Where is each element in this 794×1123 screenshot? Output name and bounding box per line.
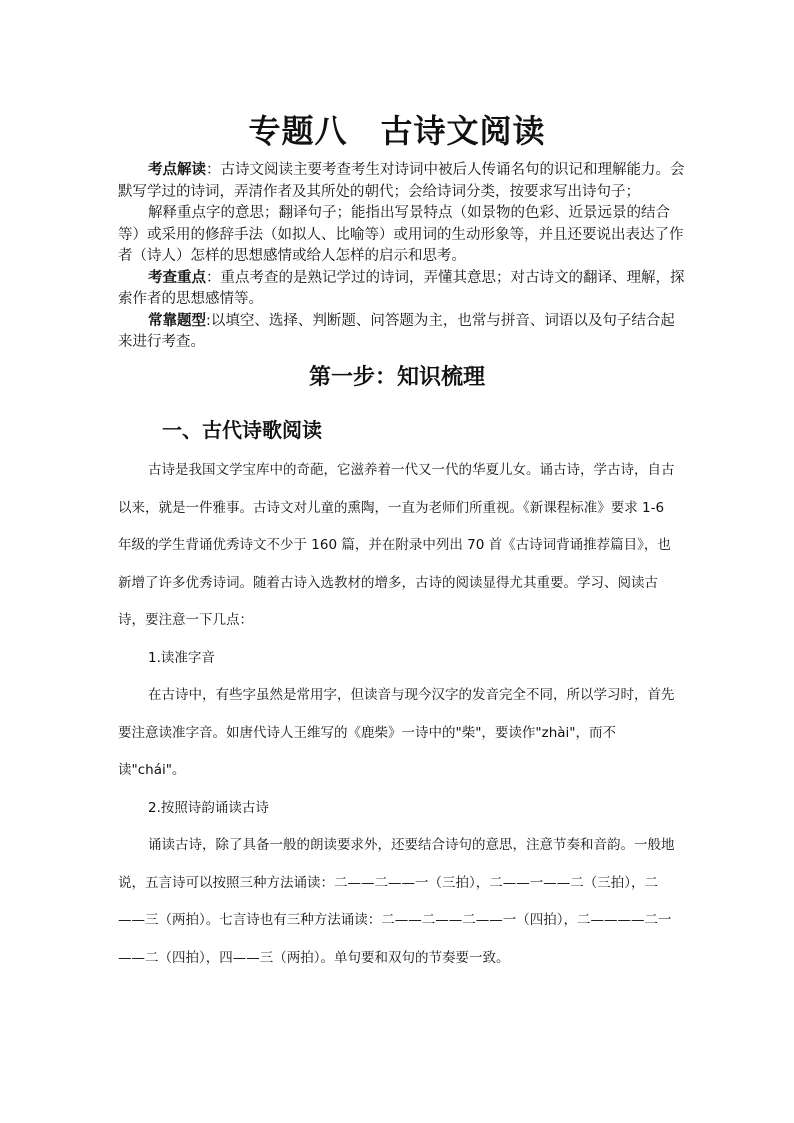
item1-text: 在古诗中，有些字虽然是常用字，但读音与现今汉字的发音完全不同，所以学习时，首先要注意读准字音。如唐代诗人王维写的《鹿柴》一诗中的"柴"，要读作"zhài"，而不读"chái"。 xyxy=(118,687,675,778)
kaocha-paragraph xyxy=(118,268,688,311)
jieshi-paragraph: 解释重点字的意思；翻译句子；能指出写景特点（如景物的色彩、近景远景的结合等）或采用的修辞手法（如拟人、比喻等）或用词的生动形象等，并且还要说出表达了作者（诗人）怎样的思想感情或给人怎样的启示和思考。 xyxy=(118,205,684,264)
section-heading: 一、古代诗歌阅读 xyxy=(162,418,322,442)
kaocha-label: 考查重点 xyxy=(148,269,206,286)
item2-text: 诵读古诗，除了具备一般的朗读要求外，还要结合诗句的意思，注意节奏和音韵。一般地说，五言诗可以按照三种方法诵读：二——二——一（三拍），二——一——二（三拍），二——三（两拍）。七言诗也有三种方法诵读：二——二——二——一（四拍），二————二一——二（四拍），四——三（两拍）。单句要和双句的节奏要一致。 xyxy=(118,837,675,966)
changkao-label: 常靠题型 xyxy=(148,312,206,329)
kaodian-label: 考点解读 xyxy=(148,162,206,178)
kaodian-text: ：古诗文阅读主要考查考生对诗词中被后人传诵名句的识记和理解能力。会默写学过的诗词，弄清作者及其所处的朝代；会给诗词分类，按要求写出诗句子； xyxy=(118,162,685,200)
item2-title: 2.按照诗韵诵读古诗 xyxy=(148,799,269,816)
intro-block xyxy=(118,160,688,354)
step-heading: 第一步：知识梳理 xyxy=(308,365,485,390)
kaocha-text: ：重点考查的是熟记学过的诗词，弄懂其意思；对古诗文的翻译、理解，探索作者的思想感情等。 xyxy=(118,269,685,307)
body-block xyxy=(118,452,678,977)
changkao-text: :以填空、选择、判断题、问答题为主，也常与拼音、词语以及句子结合起来进行考查。 xyxy=(118,312,675,350)
kaodian-paragraph xyxy=(118,160,688,203)
changkao-paragraph xyxy=(118,311,688,354)
item1-title: 1.读准字音 xyxy=(148,649,215,666)
intro-paragraph: 古诗是我国文学宝库中的奇葩，它滋养着一代又一代的华夏儿女。诵古诗，学古诗，自古以来，就是一件雅事。古诗文对儿童的熏陶，一直为老师们所重视。《新课程标准》要求 1-6 年级的学生背诵优秀诗文不少于 160 篇，并在附录中列出 70 首《古诗词背诵推荐篇目》，也新增了许多优秀诗词。随着古诗入选教材的增多，古诗的阅读显得尤其重要。学习、阅读古诗，要注意一下几点： xyxy=(118,462,675,628)
page-title: 专题八 古诗文阅读 xyxy=(248,112,546,150)
